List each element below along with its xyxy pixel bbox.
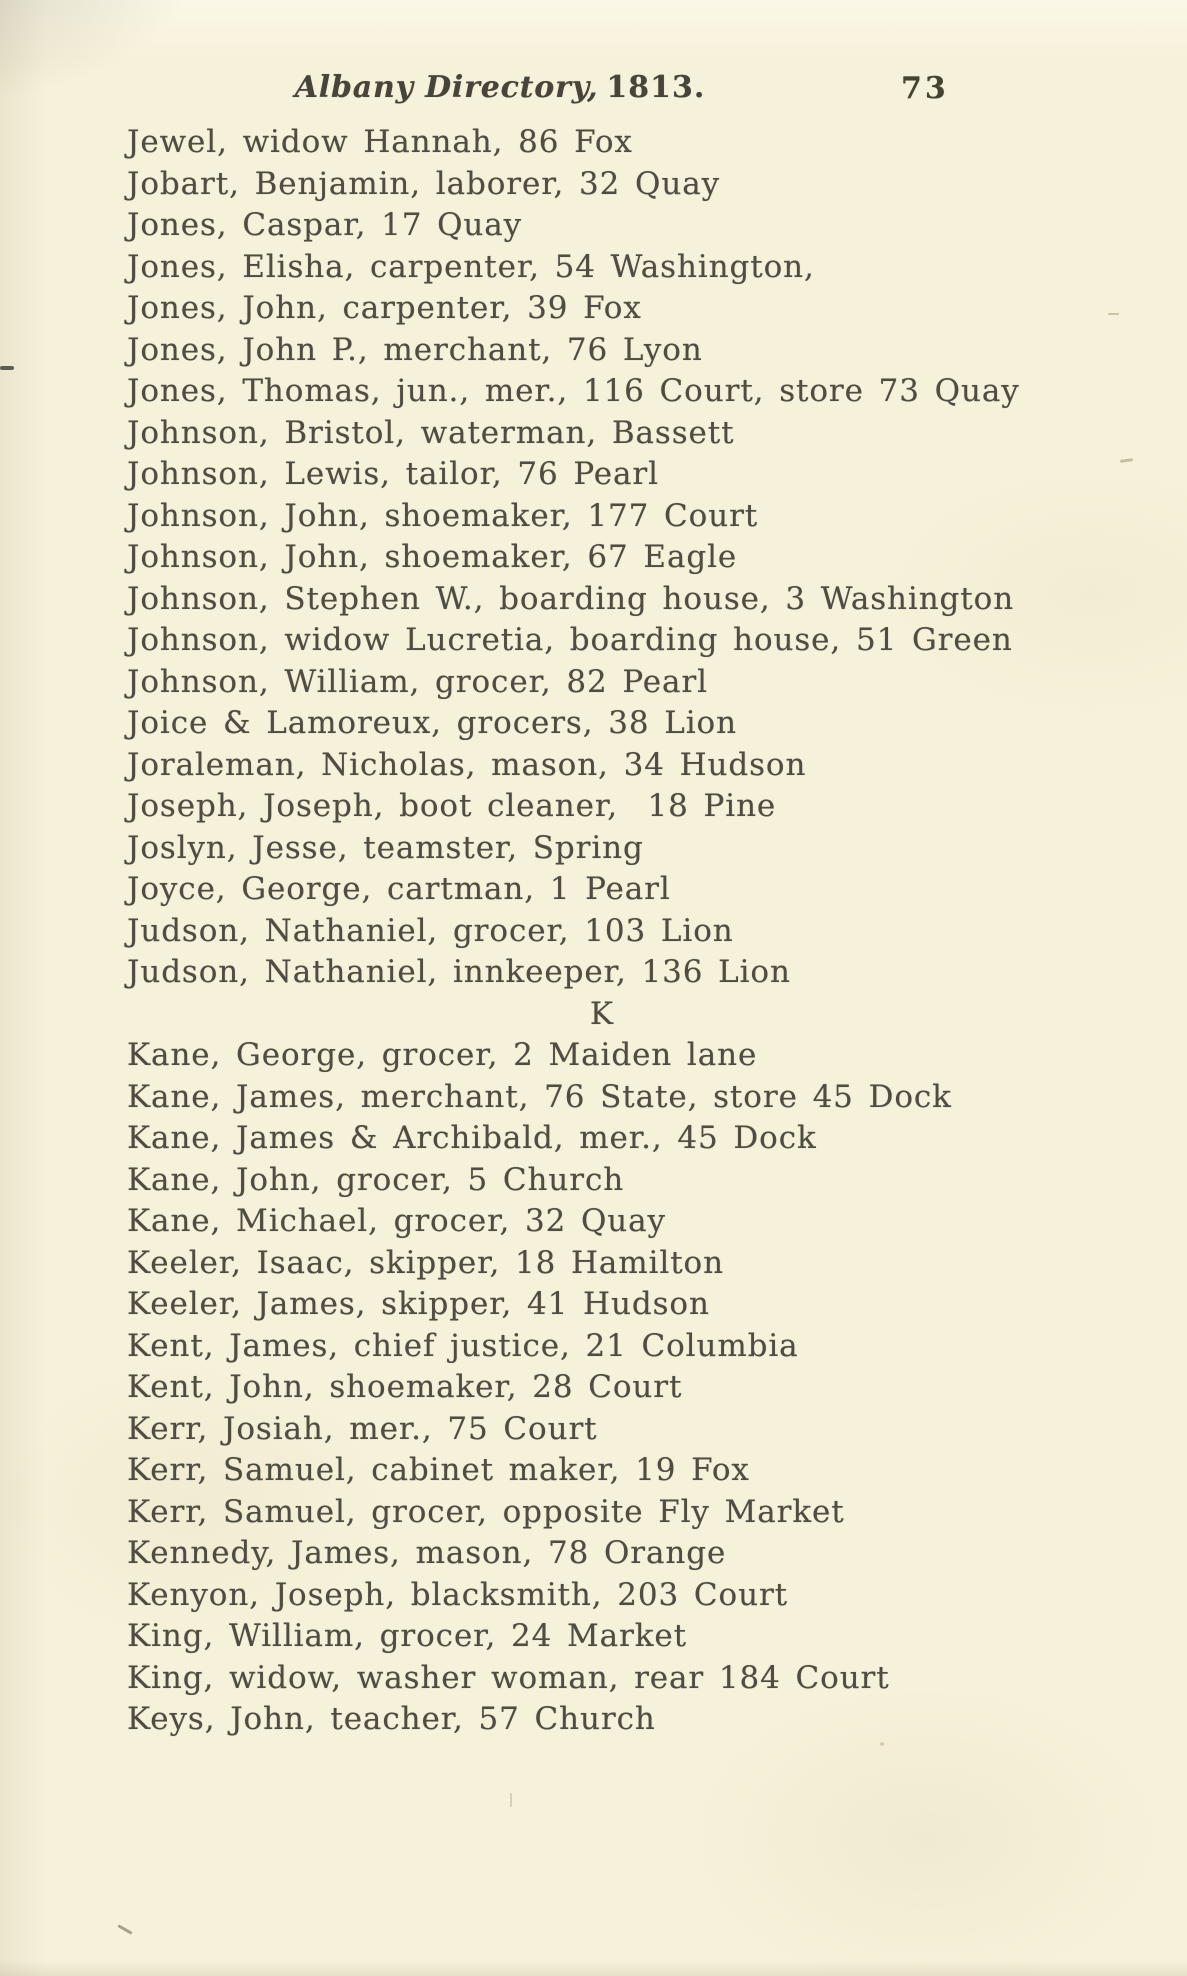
- directory-entry: King, widow, washer woman, rear 184 Court: [127, 1659, 890, 1696]
- directory-entry: Kane, James & Archibald, mer., 45 Dock: [127, 1120, 817, 1156]
- directory-entry: Johnson, Stephen W., boarding house, 3 Washington: [127, 580, 1015, 617]
- directory-entry: Kane, Michael, grocer, 32 Quay: [127, 1203, 666, 1239]
- directory-entry: Keeler, James, skipper, 41 Hudson: [127, 1286, 710, 1322]
- page-header: [0, 70, 1187, 110]
- directory-entry: Johnson, John, shoemaker, 177 Court: [127, 497, 759, 534]
- ink-speck: [880, 1742, 884, 1746]
- ink-speck: [117, 1924, 132, 1935]
- directory-entry: Keeler, Isaac, skipper, 18 Hamilton: [127, 1244, 724, 1281]
- running-title-year: 1813.: [606, 70, 706, 105]
- directory-entry: Kerr, Josiah, mer., 75 Court: [127, 1410, 598, 1447]
- directory-entry: Judson, Nathaniel, innkeeper, 136 Lion: [127, 954, 791, 990]
- page-number: 73: [901, 71, 949, 106]
- directory-entry: Joslyn, Jesse, teamster, Spring: [127, 829, 644, 866]
- directory-entry: Jones, John P., merchant, 76 Lyon: [127, 331, 703, 368]
- directory-entry: Jewel, widow Hannah, 86 Fox: [127, 124, 633, 160]
- directory-entry: Kane, George, grocer, 2 Maiden lane: [127, 1037, 758, 1073]
- directory-entry: Johnson, John, shoemaker, 67 Eagle: [127, 539, 738, 575]
- directory-entry: Joice & Lamoreux, grocers, 38 Lion: [127, 705, 737, 741]
- directory-entry: Kent, James, chief justice, 21 Columbia: [127, 1327, 799, 1364]
- directory-entry: Kane, James, merchant, 76 State, store 45 Dock: [127, 1078, 952, 1115]
- directory-entry: Judson, Nathaniel, grocer, 103 Lion: [127, 912, 734, 949]
- directory-entry: Joraleman, Nicholas, mason, 34 Hudson: [127, 746, 807, 783]
- directory-entry: Kerr, Samuel, cabinet maker, 19 Fox: [127, 1452, 750, 1488]
- ink-speck: [1120, 458, 1133, 463]
- section-heading: K: [589, 995, 615, 1032]
- directory-list: [127, 122, 1077, 1741]
- directory-entry: Johnson, Bristol, waterman, Bassett: [127, 414, 735, 451]
- directory-entry: Keys, John, teacher, 57 Church: [127, 1701, 656, 1737]
- directory-entry: Kane, John, grocer, 5 Church: [127, 1161, 625, 1198]
- directory-entry: Jobart, Benjamin, laborer, 32 Quay: [127, 165, 721, 202]
- directory-entry: Jones, John, carpenter, 39 Fox: [127, 290, 642, 326]
- directory-entry: Kennedy, James, mason, 78 Orange: [127, 1535, 727, 1571]
- ink-speck: [1108, 313, 1119, 315]
- directory-entry: Joyce, George, cartman, 1 Pearl: [127, 871, 671, 907]
- directory-entry: Jones, Thomas, jun., mer., 116 Court, store 73 Quay: [127, 373, 1020, 409]
- running-title: [0, 70, 1000, 105]
- ink-speck: [0, 366, 14, 370]
- directory-entry: Jones, Elisha, carpenter, 54 Washington,: [127, 248, 815, 285]
- directory-entry: Johnson, Lewis, tailor, 76 Pearl: [127, 456, 659, 492]
- directory-entry: Jones, Caspar, 17 Quay: [127, 207, 523, 243]
- directory-entry: Johnson, widow Lucretia, boarding house, 51 Green: [127, 622, 1013, 658]
- ink-speck: [510, 1793, 512, 1807]
- directory-entry: Kenyon, Joseph, blacksmith, 203 Court: [127, 1576, 789, 1613]
- directory-entry: Joseph, Joseph, boot cleaner, 18 Pine: [127, 788, 777, 824]
- directory-entry: Johnson, William, grocer, 82 Pearl: [127, 663, 708, 700]
- running-title-text: Albany Directory,: [294, 70, 599, 105]
- directory-entry: Kent, John, shoemaker, 28 Court: [127, 1369, 683, 1405]
- directory-entry: King, William, grocer, 24 Market: [127, 1618, 688, 1654]
- directory-entry: Kerr, Samuel, grocer, opposite Fly Market: [127, 1493, 845, 1530]
